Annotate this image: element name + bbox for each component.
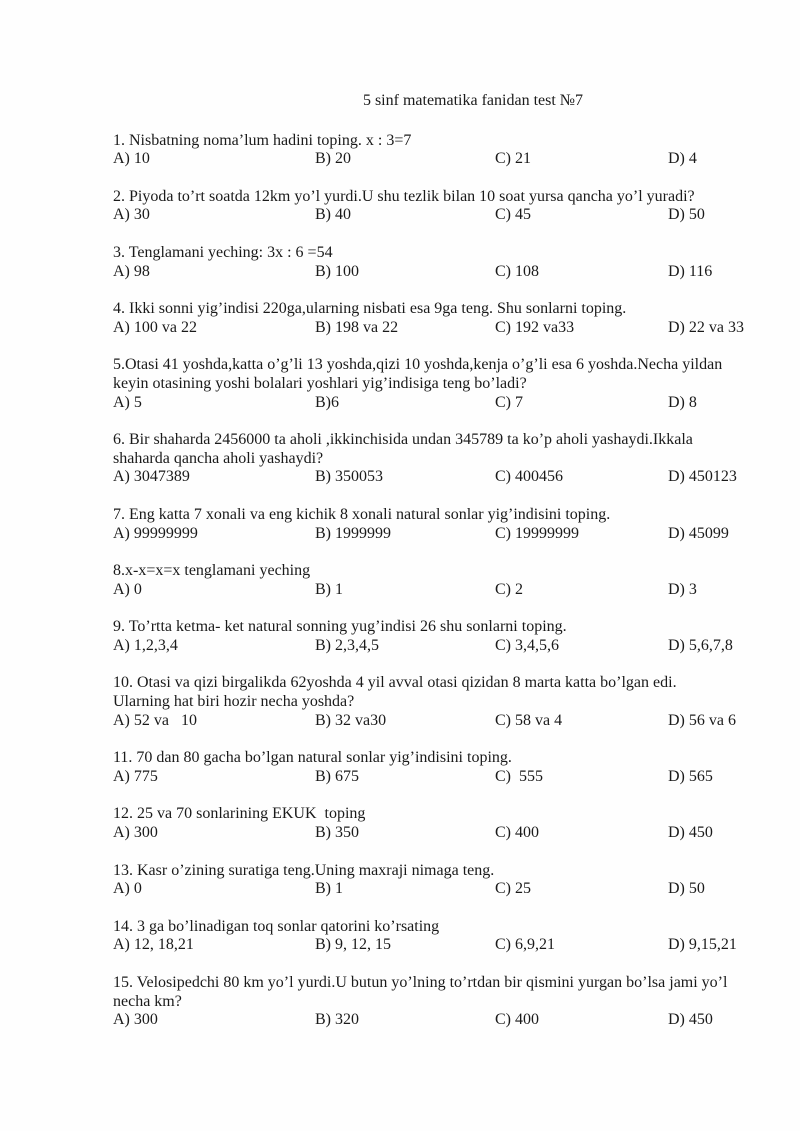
question-text xyxy=(113,862,787,881)
options-row xyxy=(113,468,787,487)
question-block xyxy=(113,356,787,412)
question-block xyxy=(113,805,787,842)
option-c: C) 6,9,21 xyxy=(495,936,555,954)
question-text xyxy=(113,974,787,1011)
question-block xyxy=(113,431,787,487)
option-c: C) 45 xyxy=(495,206,531,224)
option-d: D) 8 xyxy=(668,393,697,411)
option-c: C) 108 xyxy=(495,262,539,280)
option-d: D) 116 xyxy=(668,262,713,280)
question-text-line: 12. 25 va 70 sonlarining EKUK toping xyxy=(113,805,366,823)
option-c: C) 7 xyxy=(495,393,523,411)
question-text xyxy=(113,805,787,824)
question-block xyxy=(113,918,787,955)
question-text xyxy=(113,562,787,581)
question-block xyxy=(113,618,787,655)
option-c: C) 58 va 4 xyxy=(495,711,563,729)
option-c: C) 400456 xyxy=(495,468,563,486)
options-row xyxy=(113,936,787,955)
question-text-line: 4. Ikki sonni yig’indisi 220ga,ularning nisbati esa 9ga teng. Shu sonlarni toping. xyxy=(113,300,627,318)
option-a: A) 300 xyxy=(113,1011,158,1029)
option-a: A) 99999999 xyxy=(113,524,198,542)
options-row xyxy=(113,880,787,899)
option-a: A) 98 xyxy=(113,262,150,280)
option-c: C) 555 xyxy=(495,767,543,785)
question-text xyxy=(113,244,787,263)
question-text-line: 14. 3 ga bo’linadigan toq sonlar qatorini ko’rsating xyxy=(113,917,440,935)
option-c: C) 25 xyxy=(495,880,531,898)
options-row xyxy=(113,824,787,843)
question-text xyxy=(113,356,787,393)
question-text-line: 5.Otasi 41 yoshda,katta o’g’li 13 yoshda,qizi 10 yoshda,kenja o’g’li esa 6 yoshda.Necha yildan xyxy=(113,356,723,374)
option-a: A) 30 xyxy=(113,206,150,224)
option-c: C) 2 xyxy=(495,580,523,598)
question-text xyxy=(113,749,787,768)
options-row xyxy=(113,1011,787,1030)
page-title: 5 sinf matematika fanidan test №7 xyxy=(362,92,584,109)
options-row xyxy=(113,581,787,600)
option-b: B) 1 xyxy=(315,580,343,598)
options-row xyxy=(113,263,787,282)
option-b: B) 9, 12, 15 xyxy=(315,936,391,954)
options-row xyxy=(113,712,787,731)
option-d: D) 50 xyxy=(668,880,705,898)
question-text-line: necha km? xyxy=(113,992,182,1010)
option-d: D) 565 xyxy=(668,767,713,785)
option-d: D) 50 xyxy=(668,206,705,224)
question-text xyxy=(113,506,787,525)
option-a: A) 5 xyxy=(113,393,142,411)
option-b: B) 320 xyxy=(315,1011,359,1029)
option-d: D) 450 xyxy=(668,824,713,842)
option-c: C) 19999999 xyxy=(495,524,579,542)
option-c: C) 192 va33 xyxy=(495,318,575,336)
question-block xyxy=(113,749,787,786)
option-d: D) 45099 xyxy=(668,524,729,542)
option-d: D) 450 xyxy=(668,1011,713,1029)
question-text xyxy=(113,918,787,937)
question-block xyxy=(113,862,787,899)
option-a: A) 0 xyxy=(113,880,142,898)
question-block xyxy=(113,300,787,337)
option-c: C) 3,4,5,6 xyxy=(495,636,559,654)
question-text-line: 1. Nisbatning noma’lum hadini toping. x : 3=7 xyxy=(113,131,412,149)
question-text xyxy=(113,674,787,711)
option-c: C) 400 xyxy=(495,824,539,842)
question-text-line: 8.x-x=x=x tenglamani yeching xyxy=(113,562,311,580)
question-text-line: 15. Velosipedchi 80 km yo’l yurdi.U butun yo’lning to’rtdan bir qismini yurgan bo’lsa jami yo’l xyxy=(113,974,728,991)
option-c: C) 400 xyxy=(495,1011,539,1029)
question-text-line: 13. Kasr o’zining suratiga teng.Uning maxraji nimaga teng. xyxy=(113,861,495,879)
question-text-line: 9. To’rtta ketma- ket natural sonning yug’indisi 26 shu sonlarni toping. xyxy=(113,618,567,636)
question-text xyxy=(113,431,787,468)
options-row xyxy=(113,394,787,413)
option-b: B) 675 xyxy=(315,767,359,785)
question-text-line: 11. 70 dan 80 gacha bo’lgan natural sonlar yig’indisini toping. xyxy=(113,749,512,767)
option-b: B) 1 xyxy=(315,880,343,898)
question-block xyxy=(113,974,787,1030)
option-c: C) 21 xyxy=(495,150,531,168)
options-row xyxy=(113,206,787,225)
question-text-line: 6. Bir shaharda 2456000 ta aholi ,ikkinchisida undan 345789 ta ko’p aholi yashaydi.Ikkala xyxy=(113,431,693,449)
option-b: B) 40 xyxy=(315,206,351,224)
option-a: A) 100 va 22 xyxy=(113,318,197,336)
option-b: B) 2,3,4,5 xyxy=(315,636,379,654)
question-block xyxy=(113,132,787,169)
options-row xyxy=(113,525,787,544)
question-text xyxy=(113,618,787,637)
question-block xyxy=(113,506,787,543)
option-b: B)6 xyxy=(315,393,339,411)
option-b: B) 20 xyxy=(315,150,351,168)
question-text-line: 2. Piyoda to’rt soatda 12km yo’l yurdi.U shu tezlik bilan 10 soat yursa qancha yo’l yuradi? xyxy=(113,187,695,205)
option-b: B) 198 va 22 xyxy=(315,318,399,336)
options-row xyxy=(113,637,787,656)
option-d: D) 450123 xyxy=(668,468,737,486)
option-a: A) 10 xyxy=(113,150,150,168)
option-b: B) 350 xyxy=(315,824,359,842)
option-b: B) 32 va30 xyxy=(315,711,387,729)
option-d: D) 3 xyxy=(668,580,697,598)
question-text xyxy=(113,300,787,319)
question-block xyxy=(113,244,787,281)
option-d: D) 5,6,7,8 xyxy=(668,636,733,654)
question-block xyxy=(113,562,787,599)
options-row xyxy=(113,319,787,338)
option-a: A) 52 va 10 xyxy=(113,711,197,729)
option-a: A) 0 xyxy=(113,580,142,598)
question-text-line: 3. Tenglamani yeching: 3x : 6 =54 xyxy=(113,243,333,261)
option-a: A) 300 xyxy=(113,824,158,842)
question-block xyxy=(113,674,787,730)
option-a: A) 775 xyxy=(113,767,158,785)
option-d: D) 22 va 33 xyxy=(668,318,744,336)
options-row xyxy=(113,150,787,169)
options-row xyxy=(113,768,787,787)
question-text-line: Ularning hat biri hozir necha yoshda? xyxy=(113,693,355,711)
option-a: A) 3047389 xyxy=(113,468,190,486)
option-d: D) 56 va 6 xyxy=(668,711,736,729)
question-text xyxy=(113,132,787,151)
option-b: B) 350053 xyxy=(315,468,383,486)
option-d: D) 9,15,21 xyxy=(668,936,737,954)
question-text-line: 7. Eng katta 7 xonali va eng kichik 8 xonali natural sonlar yig’indisini toping. xyxy=(113,505,611,523)
option-b: B) 1999999 xyxy=(315,524,391,542)
question-text-line: keyin otasining yoshi bolalari yoshlari yig’indisiga teng bo’ladi? xyxy=(113,374,527,392)
option-b: B) 100 xyxy=(315,262,359,280)
question-text-line: shaharda qancha aholi yashaydi? xyxy=(113,449,324,467)
option-a: A) 12, 18,21 xyxy=(113,936,194,954)
question-block xyxy=(113,188,787,225)
option-d: D) 4 xyxy=(668,150,697,168)
question-text-line: 10. Otasi va qizi birgalikda 62yoshda 4 yil avval otasi qizidan 8 marta katta bo’lgan edi. xyxy=(113,674,677,692)
question-text xyxy=(113,188,787,207)
option-a: A) 1,2,3,4 xyxy=(113,636,178,654)
questions-list xyxy=(113,132,787,1030)
